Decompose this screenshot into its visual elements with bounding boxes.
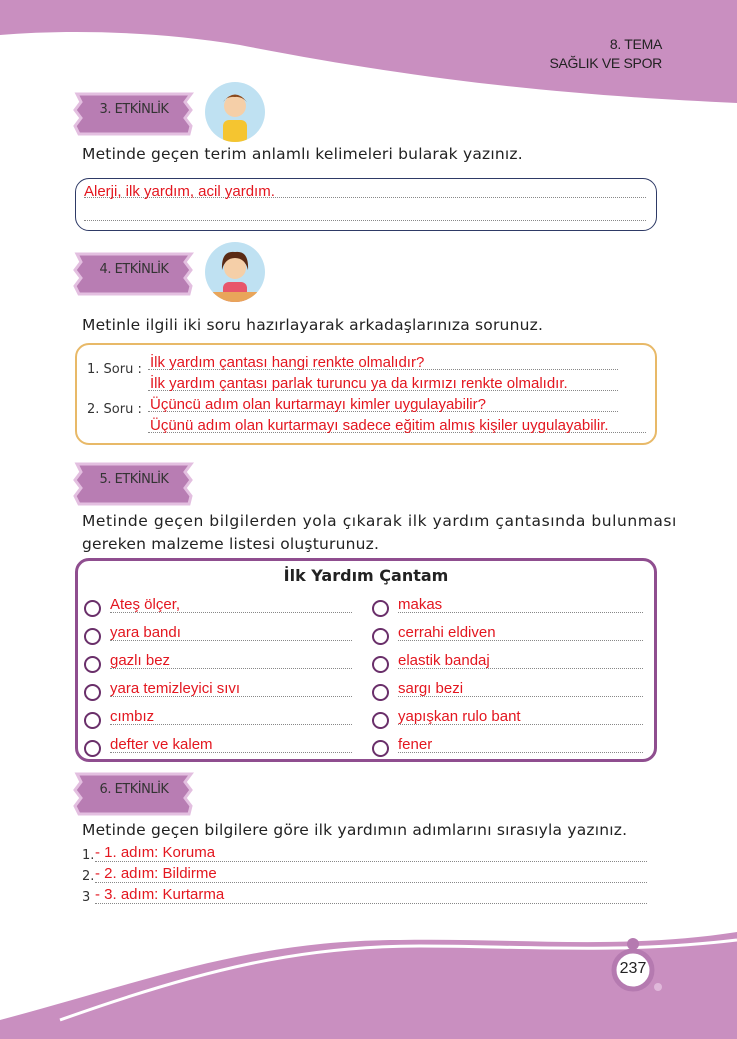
- footer-band: [0, 920, 737, 1039]
- step-number: 1.: [82, 848, 95, 863]
- list-item: sargı bezi: [398, 680, 464, 697]
- list-item: yara bandı: [110, 624, 181, 641]
- activity4-instruction: Metinle ilgili iki soru hazırlayarak arkadaşlarınıza sorunuz.: [82, 316, 544, 334]
- list-item: cerrahi eldiven: [398, 624, 496, 641]
- q2-label: 2. Soru :: [87, 402, 142, 417]
- activity5-instruction-2: gereken malzeme listesi oluşturunuz.: [82, 535, 380, 553]
- list-item: yapışkan rulo bant: [398, 708, 521, 725]
- checkbox-circle[interactable]: [84, 600, 101, 617]
- checkbox-circle[interactable]: [84, 740, 101, 757]
- list-item: fener: [398, 736, 433, 753]
- theme-title: SAĞLIK VE SPOR: [549, 55, 662, 71]
- list-item: defter ve kalem: [110, 736, 213, 753]
- list-item: elastik bandaj: [398, 652, 490, 669]
- step-number: 2.: [82, 869, 95, 884]
- theme-number: 8. TEMA: [609, 36, 662, 52]
- q1-label: 1. Soru :: [87, 362, 142, 377]
- checkbox-circle[interactable]: [372, 740, 389, 757]
- answer-1: İlk yardım çantası parlak turuncu ya da kırmızı renkte olmalıdır.: [150, 375, 568, 392]
- activity3-answer: Alerji, ilk yardım, acil yardım.: [84, 183, 275, 200]
- list-item: makas: [398, 596, 443, 613]
- boy-avatar: [205, 82, 265, 142]
- activity5-instruction-1: Metinde geçen bilgilerden yola çıkarak ilk yardım çantasında bulunması: [82, 512, 677, 530]
- list-title: İlk Yardım Çantam: [283, 566, 449, 585]
- checkbox-circle[interactable]: [372, 684, 389, 701]
- list-item: Ateş ölçer,: [110, 596, 181, 613]
- checkbox-circle[interactable]: [84, 712, 101, 729]
- checkbox-circle[interactable]: [372, 656, 389, 673]
- checkbox-circle[interactable]: [84, 656, 101, 673]
- activity6-instruction: Metinde geçen bilgilere göre ilk yardımın adımlarını sırasıyla yazınız.: [82, 821, 628, 839]
- step-text: - 2. adım: Bildirme: [95, 865, 217, 882]
- checkbox-circle[interactable]: [84, 684, 101, 701]
- step-number: 3: [82, 890, 91, 905]
- list-item: yara temizleyici sıvı: [110, 680, 241, 697]
- girl-avatar: [205, 242, 265, 302]
- activity5-badge: 5. ETKİNLİK: [73, 460, 195, 506]
- answer-2: Üçünü adım olan kurtarmayı sadece eğitim almış kişiler uygulayabilir.: [150, 417, 609, 434]
- question-1: İlk yardım çantası hangi renkte olmalıdır?: [150, 354, 425, 371]
- checkbox-circle[interactable]: [372, 600, 389, 617]
- checkbox-circle[interactable]: [372, 712, 389, 729]
- activity3-instruction: Metinde geçen terim anlamlı kelimeleri bularak yazınız.: [82, 145, 523, 163]
- list-item: gazlı bez: [110, 652, 171, 669]
- step-text: - 1. adım: Koruma: [95, 844, 216, 861]
- activity4-badge: 4. ETKİNLİK: [73, 250, 195, 296]
- activity3-badge: 3. ETKİNLİK: [73, 90, 195, 136]
- question-2: Üçüncü adım olan kurtarmayı kimler uygulayabilir?: [150, 396, 486, 413]
- list-item: cımbız: [110, 708, 155, 725]
- checkbox-circle[interactable]: [84, 628, 101, 645]
- page-number: 237: [619, 960, 647, 977]
- activity6-badge: 6. ETKİNLİK: [73, 770, 195, 816]
- checkbox-circle[interactable]: [372, 628, 389, 645]
- step-text: - 3. adım: Kurtarma: [95, 886, 225, 903]
